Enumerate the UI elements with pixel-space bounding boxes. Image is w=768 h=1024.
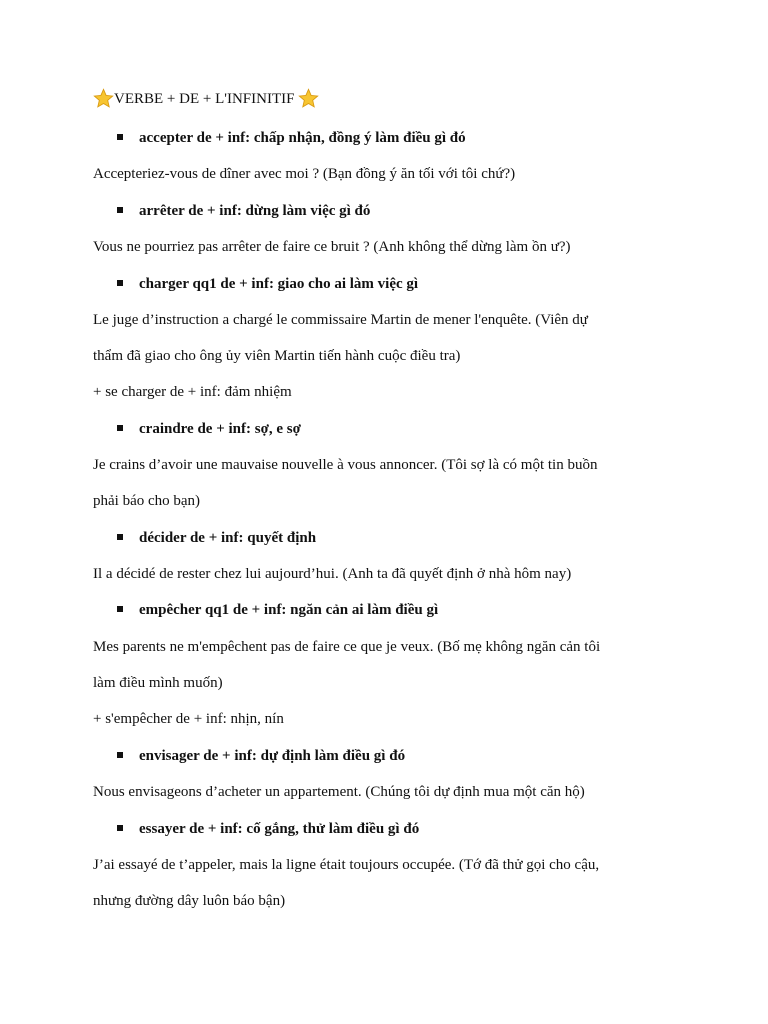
verb-heading-text: charger qq1 de + inf: giao cho ai làm việc gì xyxy=(139,276,419,292)
verb-heading-text: craindre de + inf: sợ, e sợ xyxy=(139,421,301,437)
example-sentence: thẩm đã giao cho ông ủy viên Martin tiến hành cuộc điều tra) xyxy=(93,348,461,364)
example-sentence: Le juge d’instruction a chargé le commissaire Martin de mener l'enquête. (Viên dự xyxy=(93,312,588,328)
square-bullet-icon xyxy=(117,534,123,540)
verb-heading xyxy=(117,128,466,148)
verb-heading-text: essayer de + inf: cố gắng, thử làm điều gì đó xyxy=(139,821,420,837)
example-sentence: Je crains d’avoir une mauvaise nouvelle à vous annoncer. (Tôi sợ là có một tin buồn xyxy=(93,457,598,473)
square-bullet-icon xyxy=(117,280,123,286)
square-bullet-icon xyxy=(117,425,123,431)
verb-heading-text: décider de + inf: quyết định xyxy=(139,530,317,546)
star-icon xyxy=(298,88,319,109)
related-expression: + se charger de + inf: đảm nhiệm xyxy=(93,384,292,400)
example-sentence: Accepteriez-vous de dîner avec moi ? (Bạn đồng ý ăn tối với tôi chứ?) xyxy=(93,166,516,182)
verb-heading xyxy=(117,600,438,620)
example-sentence: nhưng đường dây luôn báo bận) xyxy=(93,893,286,909)
example-sentence: phải báo cho bạn) xyxy=(93,493,201,509)
title-line xyxy=(93,88,319,109)
verb-heading xyxy=(117,274,418,294)
verb-heading xyxy=(117,201,370,221)
example-sentence: Il a décidé de rester chez lui aujourd’hui. (Anh ta đã quyết định ở nhà hôm nay) xyxy=(93,566,572,582)
square-bullet-icon xyxy=(117,606,123,612)
square-bullet-icon xyxy=(117,752,123,758)
example-sentence: Nous envisageons d’acheter un appartement. (Chúng tôi dự định mua một căn hộ) xyxy=(93,784,585,800)
verb-heading xyxy=(117,419,301,439)
verb-heading-text: envisager de + inf: dự định làm điều gì đó xyxy=(139,748,406,764)
square-bullet-icon xyxy=(117,825,123,831)
verb-heading-text: arrêter de + inf: dừng làm việc gì đó xyxy=(139,203,371,219)
verb-heading-text: accepter de + inf: chấp nhận, đồng ý làm điều gì đó xyxy=(139,130,466,146)
example-sentence: J’ai essayé de t’appeler, mais la ligne était toujours occupée. (Tớ đã thử gọi cho cậu, xyxy=(93,857,600,873)
verb-heading xyxy=(117,819,419,839)
verb-heading xyxy=(117,746,405,766)
example-sentence: làm điều mình muốn) xyxy=(93,675,223,691)
example-sentence: Vous ne pourriez pas arrêter de faire ce bruit ? (Anh không thể dừng làm ồn ư?) xyxy=(93,239,571,255)
page-title: VERBE + DE + L'INFINITIF xyxy=(114,90,295,107)
example-sentence: Mes parents ne m'empêchent pas de faire ce que je veux. (Bố mẹ không ngăn cản tôi xyxy=(93,639,601,655)
related-expression: + s'empêcher de + inf: nhịn, nín xyxy=(93,711,284,727)
square-bullet-icon xyxy=(117,207,123,213)
verb-heading-text: empêcher qq1 de + inf: ngăn cản ai làm điều gì xyxy=(139,602,439,618)
square-bullet-icon xyxy=(117,134,123,140)
star-icon xyxy=(93,88,114,109)
verb-heading xyxy=(117,528,316,548)
